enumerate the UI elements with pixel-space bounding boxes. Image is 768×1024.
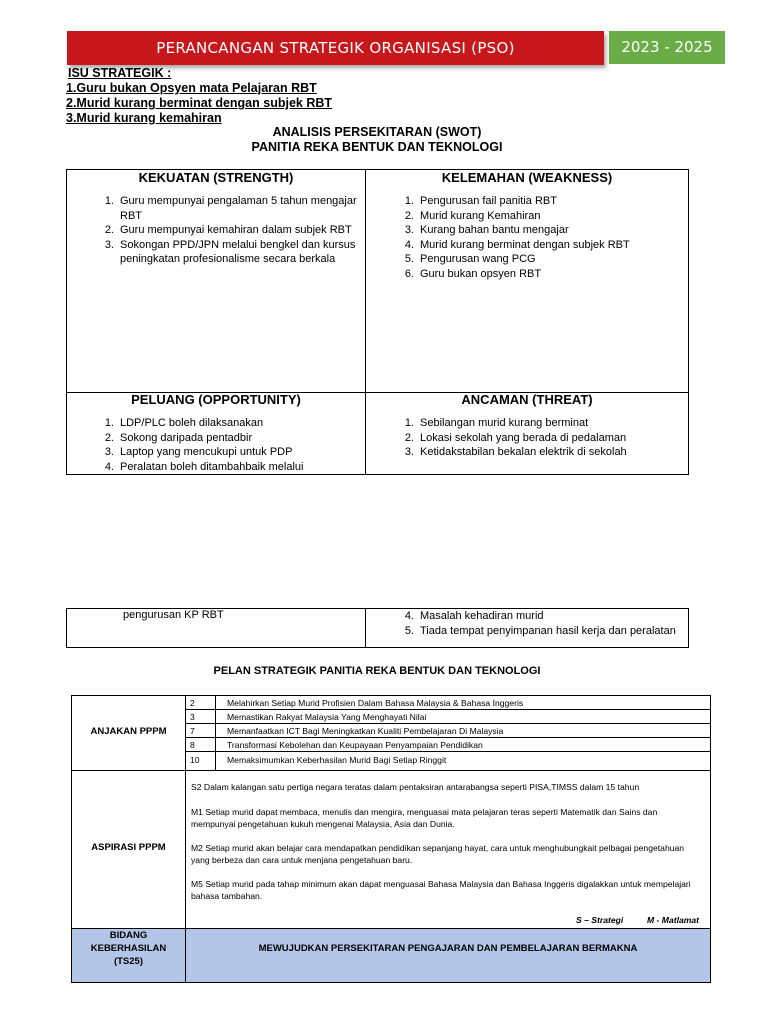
analisis-title-2: PANITIA REKA BENTUK DAN TEKNOLOGI <box>251 140 503 154</box>
list-item: 6. Guru bukan opsyen RBT <box>404 267 542 280</box>
isu-item-1: 1.Guru bukan Opsyen mata Pelajaran RBT <box>66 81 317 95</box>
weakness-heading: KELEMAHAN (WEAKNESS) <box>441 170 613 185</box>
anjakan-text: Memaksimumkan Keberhasilan Murid Bagi Setiap Ringgit <box>227 755 447 765</box>
weakness-list <box>400 194 684 281</box>
aspirasi-paragraph: M1 Setiap murid dapat membaca, menulis dan mengira, menguasai mata pelajaran teras seperti Matematik dan Sains dan mempunyai pengetahuan kukuh mengenai Malaysia, Asia dan Dunia. <box>191 807 658 829</box>
list-item: 3. Ketidakstabilan bekalan elektrik di sekolah <box>404 446 627 458</box>
analisis-title-1: ANALISIS PERSEKITARAN (SWOT) <box>272 125 482 139</box>
anjakan-num: 8 <box>190 740 195 750</box>
opportunity-heading: PELUANG (OPPORTUNITY) <box>131 392 301 407</box>
list-item: 2. Sokong daripada pentadbir <box>104 431 253 444</box>
anjakan-label: ANJAKAN PPPM <box>90 726 167 737</box>
anjakan-num: 10 <box>190 755 200 765</box>
anjakan-text: Melahirkan Setiap Murid Profisien Dalam Bahasa Malaysia & Bahasa Inggeris <box>227 698 524 708</box>
opportunity-list <box>100 416 362 474</box>
anjakan-text: Transformasi Kebolehan dan Keupayaan Penyampaian Pendidikan <box>227 740 483 750</box>
list-item: 1. Pengurusan fail panitia RBT <box>404 195 557 207</box>
list-item: 1. Sebilangan murid kurang berminat <box>404 417 589 429</box>
anjakan-text: Memastikan Rakyat Malaysia Yang Menghayati Nilai <box>227 712 427 722</box>
list-item: 5. Tiada tempat penyimpanan hasil kerja dan peralatan <box>404 624 676 637</box>
threat-list <box>400 416 684 460</box>
anjakan-num: 3 <box>190 712 195 722</box>
opportunity-continuation-text: pengurusan KP RBT <box>123 609 224 621</box>
list-item: 3. Laptop yang mencukupi untuk PDP <box>104 446 293 458</box>
aspirasi-label: ASPIRASI PPPM <box>91 842 166 853</box>
legend-matlamat: M - Matlamat <box>647 915 700 925</box>
list-item: 3. Kurang bahan bantu mengajar <box>404 224 569 236</box>
bidang-value: MEWUJUDKAN PERSEKITARAN PENGAJARAN DAN PEMBELAJARAN BERMAKNA <box>258 943 638 954</box>
list-item: 4. Murid kurang berminat dengan subjek RBT <box>404 238 630 251</box>
anjakan-num: 7 <box>190 726 195 736</box>
year-badge: 2023 - 2025 <box>609 31 725 64</box>
isu-item-3: 3.Murid kurang kemahiran <box>66 111 222 125</box>
threat-continued-list <box>400 609 684 638</box>
page-title: PERANCANGAN STRATEGIK ORGANISASI (PSO) <box>156 39 515 57</box>
list-item: 3. Sokongan PPD/JPN melalui bengkel dan kursus peningkatan profesionalisme secara berkala <box>104 238 356 265</box>
isu-heading: ISU STRATEGIK : <box>68 66 172 80</box>
list-item: 4. Peralatan boleh ditambahbaik melalui <box>104 460 304 473</box>
strength-heading: KEKUATAN (STRENGTH) <box>138 170 294 185</box>
aspirasi-paragraph: M2 Setiap murid akan belajar cara mendapatkan pendidikan sepanjang hayat, cara untuk menghubungkait pelbagai pengetahuan yang berbeza dan cara untuk menjana pengetahuan baru. <box>191 843 685 865</box>
threat-heading: ANCAMAN (THREAT) <box>461 392 593 407</box>
list-item: 4. Masalah kehadiran murid <box>404 610 544 622</box>
list-item: 2. Murid kurang Kemahiran <box>404 209 541 222</box>
isu-item-2: 2.Murid kurang berminat dengan subjek RBT <box>66 96 333 110</box>
aspirasi-paragraph: M5 Setiap murid pada tahap minimum akan dapat menguasai Bahasa Malaysia dan Bahasa Inggeris digalakkan untuk mempelajari bahasa tambahan. <box>191 879 691 901</box>
bidang-label: BIDANG KEBERHASILAN (TS25) <box>90 930 167 967</box>
legend-strategi: S – Strategi <box>576 915 624 925</box>
aspirasi-paragraph: S2 Dalam kalangan satu pertiga negara teratas dalam pentaksiran antarabangsa seperti PISA,TIMSS dalam 15 tahun <box>191 782 640 792</box>
pelan-title: PELAN STRATEGIK PANITIA REKA BENTUK DAN TEKNOLOGI <box>213 665 541 677</box>
list-item: 5. Pengurusan wang PCG <box>404 253 536 265</box>
list-item: 2. Guru mempunyai kemahiran dalam subjek RBT <box>104 224 352 236</box>
list-item: 1. Guru mempunyai pengalaman 5 tahun mengajar RBT <box>104 195 357 222</box>
anjakan-num: 2 <box>190 698 195 708</box>
list-item: 1. LDP/PLC boleh dilaksanakan <box>104 417 264 429</box>
list-item: 2. Lokasi sekolah yang berada di pedalaman <box>404 431 627 444</box>
bidang-value-cell <box>185 928 711 983</box>
strength-list <box>100 194 362 267</box>
anjakan-text: Memanfaatkan ICT Bagi Meningkatkan Kualiti Pembelajaran Di Malaysia <box>227 726 504 736</box>
